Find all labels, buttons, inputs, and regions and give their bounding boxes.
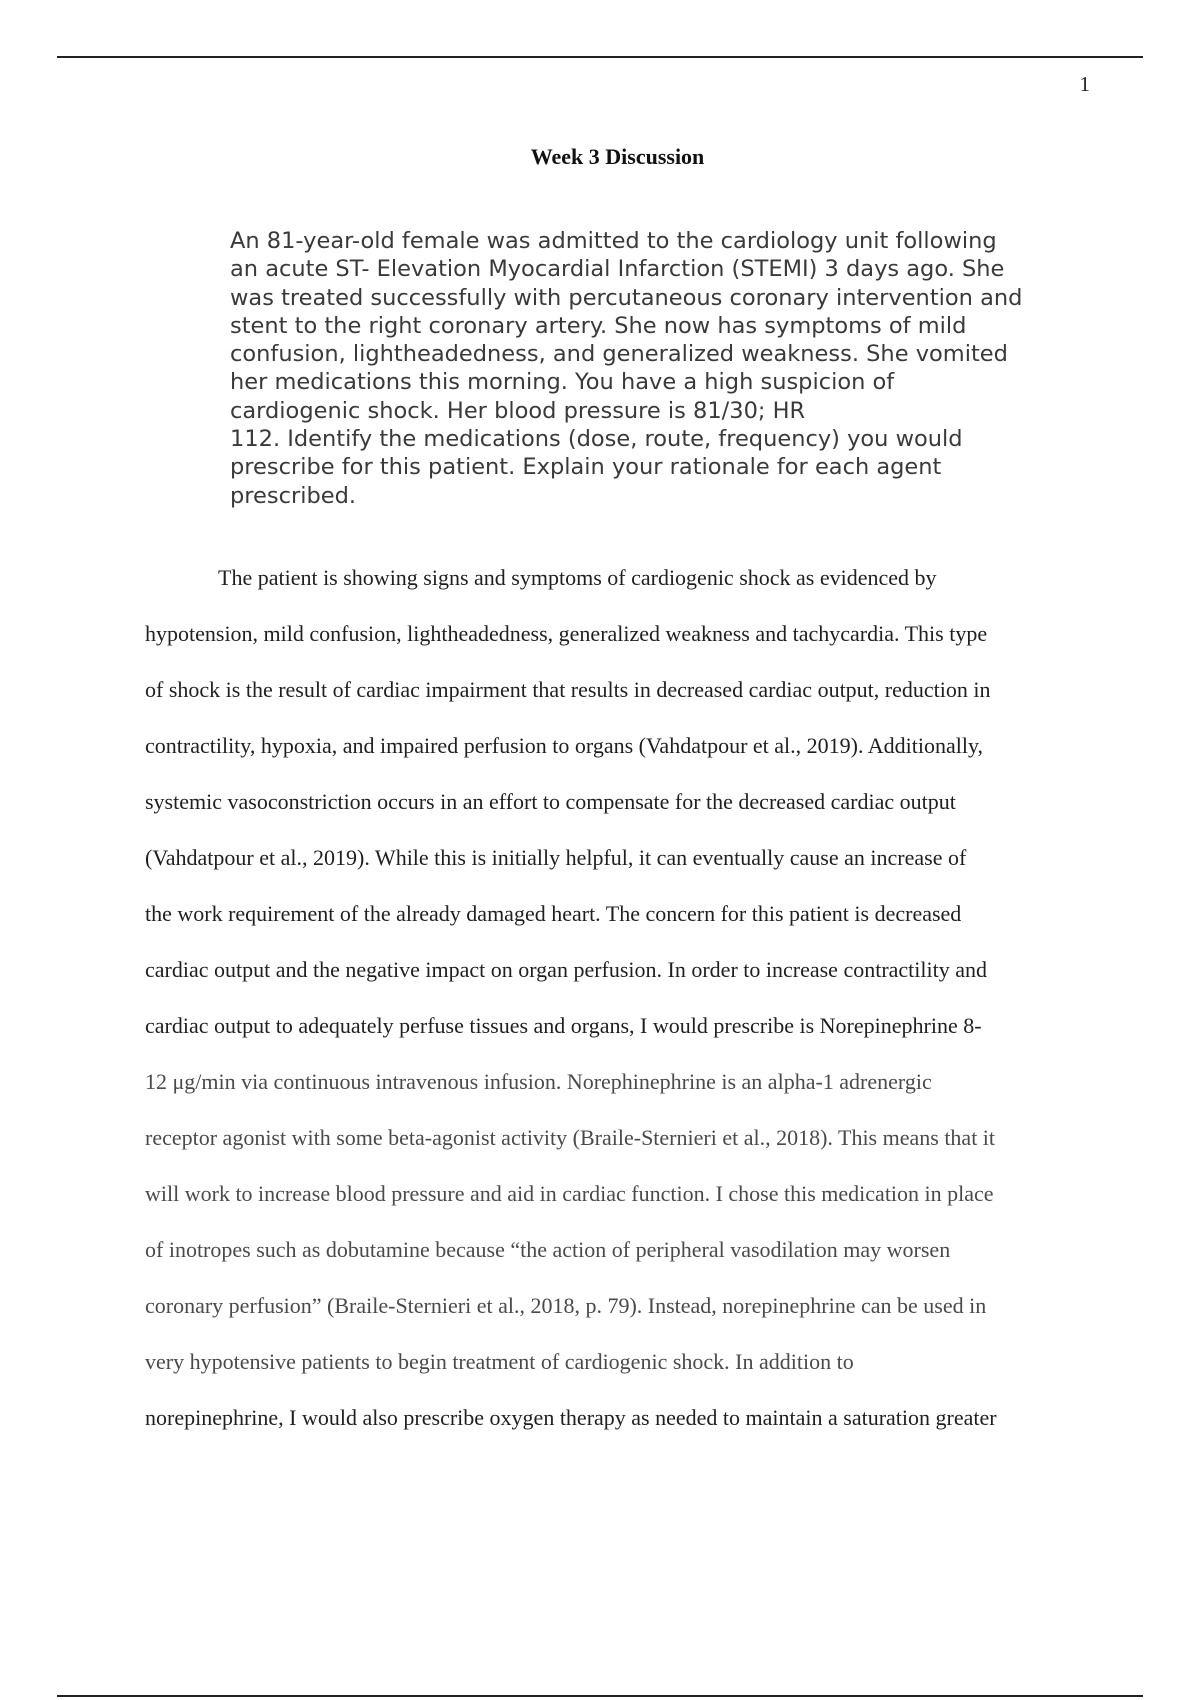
essay-line: of shock is the result of cardiac impairment that results in decreased cardiac output, reduction in [145, 677, 991, 702]
essay-line: systemic vasoconstriction occurs in an effort to compensate for the decreased cardiac output [145, 789, 956, 814]
prompt-line: was treated successfully with percutaneous coronary intervention and [230, 284, 1023, 311]
prompt-line: an acute ST- Elevation Myocardial Infarction (STEMI) 3 days ago. She [230, 256, 1005, 283]
prompt-line: prescribed. [230, 482, 357, 509]
prompt-line: An 81-year-old female was admitted to the cardiology unit following [230, 228, 997, 254]
prompt-line: stent to the right coronary artery. She now has symptoms of mild [230, 312, 967, 339]
essay-line: will work to increase blood pressure and aid in cardiac function. I chose this medication in place [145, 1181, 994, 1206]
essay-body [145, 565, 1105, 1461]
page-number: 1 [1079, 72, 1090, 96]
essay-line: very hypotensive patients to begin treatment of cardiogenic shock. In addition to [145, 1349, 854, 1374]
prompt-line: her medications this morning. You have a high suspicion of [230, 369, 895, 396]
essay-line: coronary perfusion” (Braile-Sternieri et al., 2018, p. 79). Instead, norepinephrine can be used in [145, 1293, 987, 1318]
essay-line: 12 μg/min via continuous intravenous infusion. Norephinephrine is an alpha-1 adrenergic [145, 1069, 932, 1094]
document-title: Week 3 Discussion [530, 144, 705, 169]
prompt-line: confusion, lightheadedness, and generalized weakness. She vomited [230, 341, 1008, 368]
essay-line: receptor agonist with some beta-agonist activity (Braile-Sternieri et al., 2018). This means that it [145, 1125, 996, 1150]
prompt-line: 112. Identify the medications (dose, route, frequency) you would [230, 426, 963, 453]
essay-line: cardiac output and the negative impact on organ perfusion. In order to increase contractility and [145, 957, 988, 982]
essay-line: The patient is showing signs and symptoms of cardiogenic shock as evidenced by [218, 565, 937, 590]
essay-line: cardiac output to adequately perfuse tissues and organs, I would prescribe is Norepinephrine 8- [145, 1013, 982, 1038]
essay-line: hypotension, mild confusion, lightheadedness, generalized weakness and tachycardia. This type [145, 621, 988, 646]
discussion-prompt [230, 227, 1100, 510]
essay-line: the work requirement of the already damaged heart. The concern for this patient is decreased [145, 901, 962, 926]
prompt-line: cardiogenic shock. Her blood pressure is 81/30; HR [230, 397, 806, 424]
essay-line: contractility, hypoxia, and impaired perfusion to organs (Vahdatpour et al., 2019). Additionally, [145, 733, 984, 758]
essay-line: (Vahdatpour et al., 2019). While this is initially helpful, it can eventually cause an increase of [145, 845, 967, 870]
essay-line: of inotropes such as dobutamine because “the action of peripheral vasodilation may worsen [145, 1237, 951, 1262]
header-rule [57, 56, 1143, 58]
essay-line: norepinephrine, I would also prescribe oxygen therapy as needed to maintain a saturation greater [145, 1405, 997, 1430]
prompt-line: prescribe for this patient. Explain your rationale for each agent [230, 454, 942, 481]
footer-rule [57, 1695, 1143, 1697]
